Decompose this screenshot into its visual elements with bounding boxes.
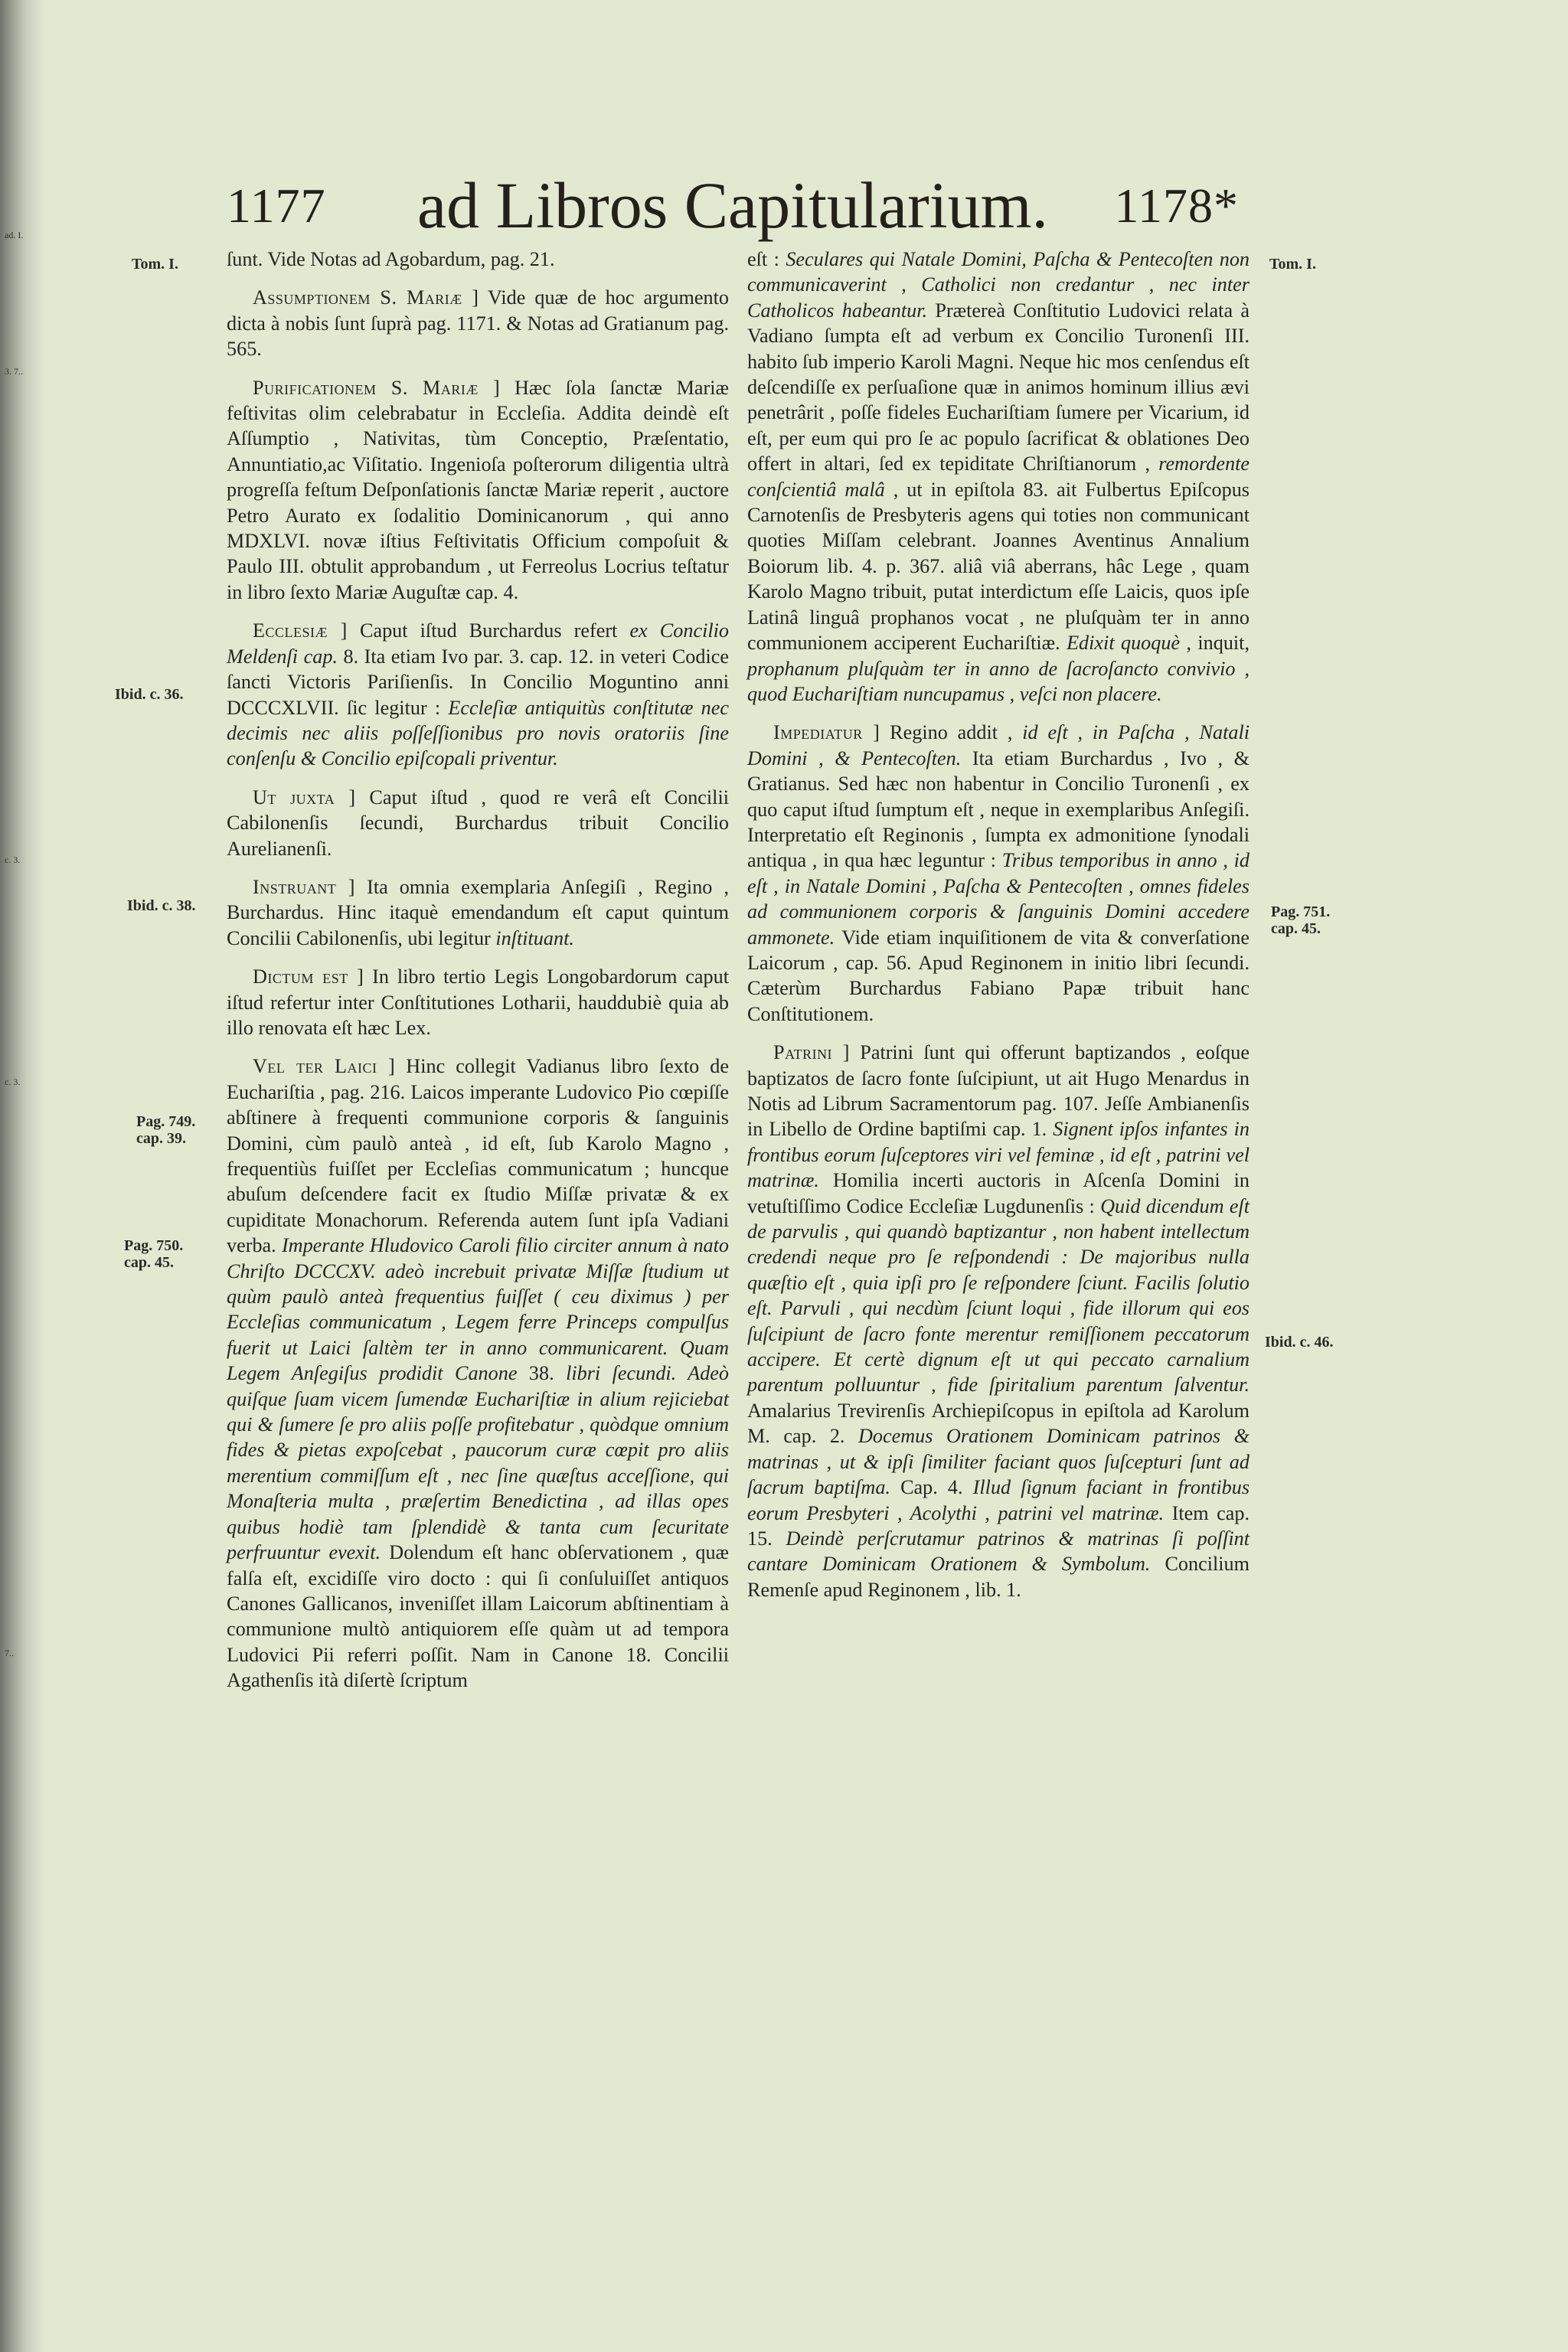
paragraph: Purificationem S. Mariæ ] Hæc ſola ſanctæ Mariæ feſtivitas olim celebrabatur in Eccleſia. Addita deindè eſt Aſſumptio , Nativitas, tùm Conceptio, Præſentatio, Annuntiatio,ac Viſitatio. Ingenioſa poſterorum diligentia ultrà progreſſa feſtum Deſponſationis ſanctæ Mariæ reperit , auctore Petro Aurato ex ſodalitio Dominicanorum , qui anno MDXLVI. novæ iſtius Feſtivitatis Officium compoſuit & Paulo III. obtulit approbandum , ut Ferreolus Locrius teſtatur in libro ſexto Mariæ Auguſtæ cap. 4. bbox=[227, 376, 729, 603]
gutter-mark: 7.. bbox=[5, 1648, 14, 1658]
paragraph: Patrini ] Patrini ſunt qui offerunt baptizandos , eoſque baptizatos de ſacro fonte ſuſcipiunt, ut ait Hugo Menardus in Notis ad Librum Sacramentorum pag. 107. Jeſſe Ambianenſis in Libello de Ordine baptiſmi cap. 1. Signent ipſos infantes in frontibus eorum ſuſceptores viri vel feminæ , id eſt , patrini vel matrinæ. Homilia incerti auctoris in Aſcenſa Domini in vetuſtiſſimo Codice Eccleſiæ Lugdunenſis : Quid dicendum eſt de parvulis , qui quandò baptizantur , non habent intellectum credendi neque pro ſe reſpondendi : De majoribus nulla quæſtio eſt , quia ipſi pro ſe reſpondere ſciunt. Facilis ſolutio eſt. Parvuli , qui necdùm ſciunt loqui , fide illorum qui eos ſuſcipiunt de ſacro fonte merentur remiſſionem peccatorum accipere. Et certè dignum eſt ut qui peccato carnalium parentum polluuntur , fide ſpiritalium parentum ſalventur. Amalarius Trevirenſis Archiepiſcopus in epiſtola ad Karolum M. cap. 2. Docemus Orationem Dominicam patrinos & matrinas , ut & ipſi ſimiliter faciant quos ſuſcepturi ſunt ad ſacrum baptiſma. Cap. 4. Illud ſignum faciant in frontibus eorum Presbyteri , Acolythi , patrini vel matrinæ. Item cap. 15. Deindè perſcrutamur patrinos & matrinas ſi poſſint cantare Dominicam Orationem & Symbolum. Concilium Remenſe apud Reginonem , lib. 1. bbox=[747, 1041, 1250, 1601]
paragraph: Dictum est ] In libro tertio Legis Longobardorum caput iſtud refertur inter Conſtitutiones Lotharii, hauddubiè quia ab illo renovata eſt hæc Lex. bbox=[227, 965, 729, 1039]
lemma: Ecclesiæ ] bbox=[253, 619, 348, 642]
margin-note-pag-751: Pag. 751. cap. 45. bbox=[1271, 903, 1331, 937]
lemma: Patrini ] bbox=[773, 1041, 851, 1064]
left-text-column bbox=[227, 247, 729, 1707]
left-page-number: 1177 bbox=[227, 178, 326, 233]
gutter-mark: 3. 7.. bbox=[5, 366, 23, 377]
paragraph: ſunt. Vide Notas ad Agobardum, pag. 21. bbox=[227, 248, 555, 270]
paragraph: Ecclesiæ ] Caput iſtud Burchardus refert ex Concilio Meldenſi cap. 8. Ita etiam Ivo par. 3. cap. 12. in veteri Codice ſancti Victoris Pariſienſis. In Concilio Moguntino anni DCCCXLVII. ſic legitur : Eccleſiæ antiquitùs conſtitutæ nec decimis nec aliis poſſeſſionibus pro novis oratoriis ſine conſenſu & Concilio epiſcopali priventur. bbox=[227, 619, 730, 770]
paragraph: Assumptionem S. Mariæ ] Vide quæ de hoc argumento dicta à nobis ſunt ſuprà pag. 1171. & Notas ad Gratianum pag. 565. bbox=[227, 286, 729, 361]
gutter-mark: c. 3. bbox=[5, 1076, 21, 1087]
gutter-mark: c. 3. bbox=[5, 854, 21, 865]
margin-note-pag-749: Pag. 749. cap. 39. bbox=[136, 1113, 196, 1147]
book-gutter-shadow bbox=[0, 0, 43, 2352]
lemma: Ut juxta ] bbox=[253, 786, 356, 808]
margin-note-tom-right: Tom. I. bbox=[1269, 256, 1316, 273]
margin-note-ibid-36: Ibid. c. 36. bbox=[115, 686, 184, 703]
paragraph: eſt : Seculares qui Natale Domini, Paſcha & Pentecoſten non communicaverint , Catholici non credantur , nec inter Catholicos habeantur. Prætereà Conſtitutio Ludovici relata à Vadiano ſumpta eſt ad verbum ex Concilio Turonenſi III. habito ſub imperio Karoli Magni. Neque hic mos cenſendus eſt deſcendiſſe ex perſuaſione quæ in animos hominum illius ævi penetrârit , poſſe fideles Euchariſtiam ſumere per Vicarium, id eſt, per eum qui pro ſe ac populo ſacrificat & oblationes Deo offert in altari, ſed ex tepiditate Chriſtianorum , remordente conſcientiâ malâ , ut in epiſtola 83. ait Fulbertus Epiſcopus Carnotenſis de Presbyteris agens qui toties non communicant quoties Miſſam celebrant. Joannes Aventinus Annalium Boiorum lib. 4. p. 367. aliâ viâ aberrans, hâc Lege , quam Karolo Magno tribuit, putat interdictum eſſe Laicis, quos ipſe Latinâ linguâ prophanos vocat , ne pluſquàm ter in anno communionem acciperent Euchariſtiæ. Edixit quoquè , inquit, prophanum pluſquàm ter in anno de ſacroſancto convivio , quod Euchariſtiam nuncupamus , veſci non placere. bbox=[747, 248, 1250, 705]
margin-note-pag-750: Pag. 750. cap. 45. bbox=[124, 1237, 184, 1271]
paragraph: Instruant ] Ita omnia exemplaria Anſegiſi , Regino , Burchardus. Hinc itaquè emendandum eſt caput quintum Concilii Cabilonenſis, ubi legitur inſtituant. bbox=[227, 875, 729, 949]
margin-note-ibid-46: Ibid. c. 46. bbox=[1265, 1334, 1334, 1351]
lemma: Assumptionem S. Mariæ ] bbox=[253, 286, 479, 309]
lemma: Vel ter Laici ] bbox=[253, 1055, 396, 1078]
paragraph: Ut juxta ] Caput iſtud , quod re verâ eſt Concilii Cabilonenſis ſecundi, Burchardus tribuit Concilio Aurelianenſi. bbox=[227, 786, 730, 860]
page-header bbox=[227, 167, 1239, 243]
right-page-number: 1178* bbox=[1114, 178, 1239, 233]
lemma: Impediatur ] bbox=[773, 721, 880, 744]
lemma: Instruant ] bbox=[253, 875, 356, 898]
paragraph: Vel ter Laici ] Hinc collegit Vadianus libro ſexto de Euchariſtia , pag. 216. Laicos imperante Ludovico Pio cœpiſſe abſtinere à frequenti communione corporis & ſanguinis Domini, cùm paulò anteà , id eſt, ſub Karolo Magno , frequentiùs fuiſſet per Eccleſias communicatum ; huncque abuſum deſcendere facit ex ſtudio Miſſæ privatæ & ex cupiditate Monachorum. Referenda autem ſunt ipſa Vadiani verba. Imperante Hludovico Caroli filio circiter annum à nato Chriſto DCCCXV. adeò increbuit privatæ Miſſæ ſtudium ut quùm paulò anteà frequentius fuiſſet ( ceu diximus ) per Eccleſias communicatum , Legem ferre Princeps compulſus fuerit ut Laici ſaltèm ter in anno communicarent. Quam Legem Anſegiſus prodidit Canone 38. libri ſecundi. Adeò quiſque ſuam vicem ſumendæ Euchariſtiæ in alium rejiciebat qui & ſumere ſe pro aliis poſſe profitebatur , quòdque omnium fides & pietas expoſcebat , paucorum curæ cœpit pro aliis merentium commiſſum eſt , nec ſine quæſtus acceſſione, qui Monaſteria multa , præſertim Benedictina , ad illas opes quibus hodiè tam ſplendidè & tanta cum ſecuritate perfruuntur evexit. Dolendum eſt hanc obſervationem , quæ falſa eſt, excidiſſe viro docto : qui ſi conſuluiſſet antiquos Canones Gallicanos, inveniſſet illam Laicorum abſtinentiam à communione multò antiquiorem eſſe quàm ut ad tempora Ludovici Pii referri poſſit. Nam in Canone 18. Concilii Agathenſis ità diſertè ſcriptum bbox=[227, 1055, 730, 1692]
right-text-column bbox=[747, 247, 1250, 1615]
paragraph: Impediatur ] Regino addit , id eſt , in Paſcha , Natali Domini , & Pentecoſten. Ita etiam Burchardus , Ivo , & Gratianus. Sed hæc non habentur in Concilio Turonenſi , ex quo caput iſtud ſumptum eſt , neque in exemplaribus Anſegiſi. Interpretatio eſt Reginonis , ſumpta ex admonitione ſynodali antiqua , in qua hæc leguntur : Tribus temporibus in anno , id eſt , in Natale Domini , Paſcha & Pentecoſten , omnes fideles ad communionem corporis & ſanguinis Domini accedere ammonete. Vide etiam inquiſitionem de vita & converſatione Laicorum , cap. 56. Apud Reginonem in initio libri ſecundi. Cæterùm Burchardus Fabiano Papæ tribuit hanc Conſtitutionem. bbox=[747, 721, 1250, 1025]
margin-note-tom: Tom. I. bbox=[132, 256, 178, 273]
lemma: Dictum est ] bbox=[253, 965, 364, 988]
lemma: Purificationem S. Mariæ ] bbox=[253, 376, 501, 399]
margin-note-ibid-38: Ibid. c. 38. bbox=[127, 897, 196, 914]
running-title: ad Libros Capitularium. bbox=[416, 168, 1048, 242]
gutter-mark: ad. I. bbox=[5, 230, 24, 240]
